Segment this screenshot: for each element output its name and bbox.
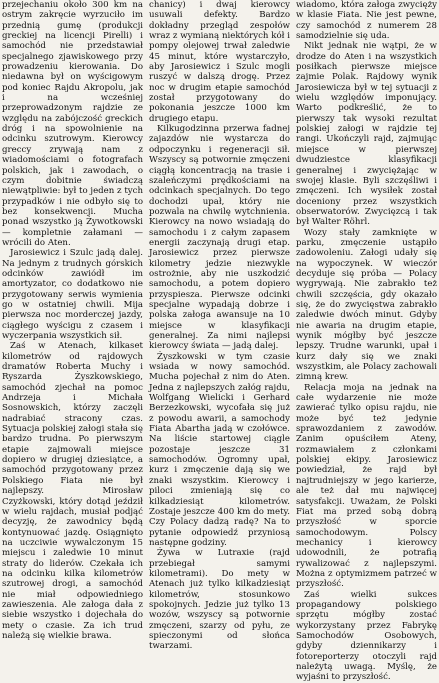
paragraph: wiadomo, która załoga zwycięży w klasie Fiata. Nie jest pewne, czy samochód z numerem 28 samodzielnie się uda. <box>296 0 437 42</box>
text-column-right <box>296 0 437 683</box>
paragraph: Jarosiewicz i Szulc jadą dalej. Na jednym z trudnych górskich odcinków zawiódł im amortyzator, co dodatkowo nie przygotowany serwis wymienia go w ostatniej chwili. Mija pierwsza noc morderczej jazdy, ciągłego wyścigu z czasem i wyczerpania wszystkich sił. <box>2 248 143 341</box>
paragraph: Wozy stały zamknięte w parku, zmęczenie ustąpiło zadowoleniu. Załogi udały się na wypoczynek. W wieczór decyduje się próba — Polacy wygrywają. Nie zabrakło też chwili szczęścia, gdy okazało się, że do zwycięstwa zabrakło zaledwie dwóch minut. Gdyby nie awaria na drugim etapie, wynik mógłby być jeszcze lepszy. Trudne warunki, upał i kurz dały się we znaki wszystkim, ale Polacy zachowali zimną krew. <box>296 227 437 383</box>
paragraph: chanicy) i dwaj kierowcy usuwali defekty. Bardzo dokładny przegląd zespołów wraz z wymianą niektórych kół i pompy olejowej trwał zaledwie 45 minut, które wystarczyło, aby Jarosiewicz i Szulc mogli ruszyć w dalszą drogę. Przez noc w drugim etapie samochód został przygotowany do pokonania jeszcze 1000 km drugiego etapu. <box>149 0 290 124</box>
paragraph: Kilkugodzinna przerwa fadnej zajazdów nie wystarcza do odpoczynku i regeneracji sił. Wszyscy są potwornie zmęczeni ciągłą koncentracją na trasie i szaleńczymi prędkościami na odcinkach specjalnych. Do tego dochodzi upał, który nie pozwala na chwilę wytchnienia. Kierowcy na nowo wsiadają do samochodu i z całym zapasem energii zaczynają drugi etap. Jarosiewicz przez pierwsze kilometry jedzie niezwykle ostrożnie, aby nie uszkodzić samochodu, a potem dopiero przyspiesza. Pierwsze odcinki specjalne wypadają dobrze i polska załoga awansuje na 10 miejsce w klasyfikacji generalnej. Za nimi najlepsi kierowcy świata — jadą dalej. <box>149 124 290 352</box>
paragraph: Żywa w Lutraxie (rajd przebiegał samymi kilometrami). Do mety w Atenach już tylko kilkadziesiąt kilometrów, stosunkowo spokojnych. Jedzie już tylko 13 wozów, wszyscy są potwornie zmęczeni, szarzy od pyłu, ze spieczonymi od słońca twarzami. <box>149 548 290 652</box>
paragraph: Zaś wielki sukces propagandowy polskiego sprzętu mógłby zostać wykorzystany przez Fabrykę Samochodów Osobowych, gdyby dziennikarzy i fotoreporterzy otoczyli rajd należytą uwagą. Myślę, że wyjaśni to przyszłość. <box>296 589 437 683</box>
paragraph: Zaś w Atenach, kilkaset kilometrów od rajdowych dramatów Roberta Muchy i Ryszarda Żyszkowskiego, samochód zjechał na pomoc Andrzeja i Michała Sosnowskich, którzy zaczęli nadrabiać stracony czas. Sytuacja polskiej załogi stała się bardzo trudna. Po pierwszym etapie zajmowali miejsce dopiero w drugiej dziesiątce, a samochód przygotowany przez Polskiego Fiata nie był najlepszy. Mirosław Czyżkowski, który dotąd jeździł w wielu rajdach, musiał podjąć decyzję, że zawodnicy będą kontynuować jazdę. Osiągnięto na uczciwie wywalczonym 15 miejscu i zaledwie 10 minut straty do liderów. Czekała ich na odcinku kilka kilometrów szutrowej drogi, a samochód nie miał odpowiedniego zawieszenia. Ale załoga dała z siebie wszystko i dojechała do mety o czasie. Za ich trud należą się wielkie brawa. <box>2 341 143 641</box>
text-column-middle <box>149 0 290 652</box>
paragraph: Nikt jednak nie wątpi, że w drodze do Aten i na wszystkich posiłkach pierwsze miejsce zajmie Polak. Rajdowy wynik Jarosiewicza był w tej sytuacji z wielu względów imponujący. Warto podkreślić, że to pierwszy tak wysoki rezultat polskiej załogi w rajdzie tej rangi. Ukończyli rajd, zajmując miejsce w pierwszej dwudziestce klasyfikacji generalnej i zwyciężając w swojej klasie. Byli szczęśliwi i zmęczeni. Ich wysiłek został doceniony przez wszystkich obserwatorów. Zwycięzcą i tak był Walter Röhrl. <box>296 41 437 228</box>
paragraph: Relacja moja na jednak na całe wydarzenie nie może zawierać tylko opisu rajdu, nie może być też jedynie sprawozdaniem z zawodów. Zanim opuściłem Ateny, rozmawiałem z członkami polskiej ekipy. Jarosiewicz powiedział, że rajd był najtrudniejszy w jego karierze, ale też dał mu najwięcej satysfakcji. Uważam, że Polski Fiat ma przed sobą dobrą przyszłość w sporcie samochodowym. Polscy mechanicy i kierowcy udowodnili, że potrafią rywalizować z najlepszymi. Można z optymizmem patrzeć w przyszłość. <box>296 382 437 590</box>
paragraph: Żyszkowski w tym czasie wsiada w nowy samochód. Mucha pojechał z nim do Aten. Jedna z najlepszych załóg rajdu, Wolfgang Wielicki i Gerhard Berzezkowski, wycofała się już z powodu awarii, a samochody Fiata Abartha jadą w czołówce. Na liście startowej ciągle pozostaje jeszcze 31 samochodów. Ogromny upał, kurz i zmęczenie dają się we znaki wszystkim. Kierowcy i piloci zmieniają się co kilkadziesiąt kilometrów. Zostaje jeszcze 400 km do mety. Czy Polacy dadzą radę? Na to pytanie odpowiedź przyniosą następne godziny. <box>149 351 290 548</box>
text-column-left <box>2 0 143 641</box>
paragraph: przejechaniu około 300 km na ostrym zakręcie wyrzuciło im przednią gumę (produkcji greckiej na licencji Pirelli) i samochód nie przedstawiał specjalnego zjawiskowego przy prowadzeniu kierowania. Do niedawna był on wyścigowym pod koniec Rajdu Akropolu, jak i na wcześniej przeprowadzonym rajdzie ze względu na zabójczość greckich dróg i na spowolnienie na odcinku szutrowym. Kierowcy greccy zrywają nam z wiadomościami o fotografach polskich, jak i zawodach, o czym dobitnie świadczą niewątpliwie: był to jeden z tych przypadków i nie odbyło się to bez konsekwencji. Mucha ponad wszystko ją Żywotkowski — kompletnie załamani — wrócili do Aten. <box>2 0 143 248</box>
